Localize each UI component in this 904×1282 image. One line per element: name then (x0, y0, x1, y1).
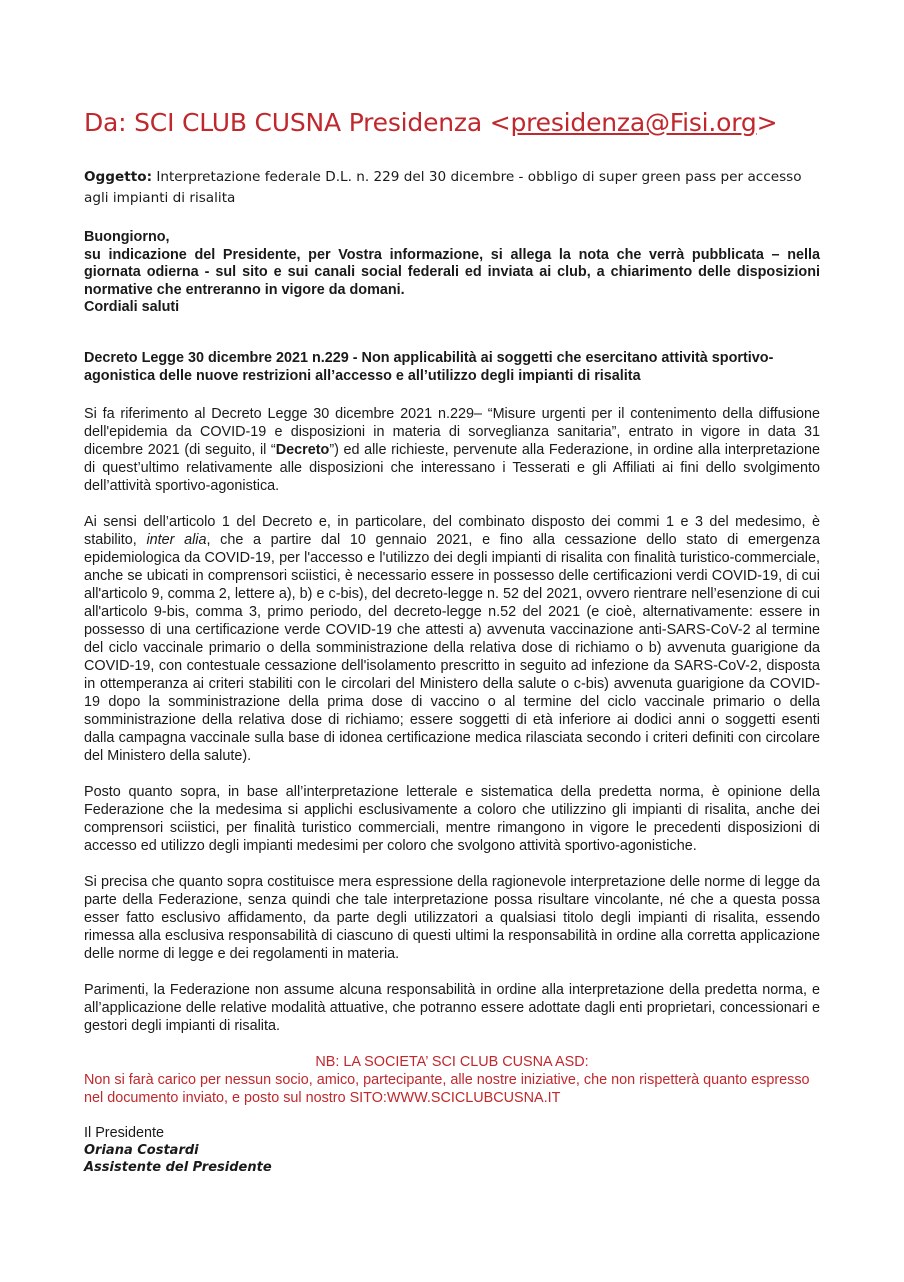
sender-suffix: > (756, 108, 778, 137)
greeting-block (84, 229, 820, 317)
signature-title: Il Presidente (84, 1124, 164, 1141)
paragraph-2-part-a: Ai sensi dell’articolo 1 del Decreto e, in particolare, del combinato disposto dei commi 1 e 3 del medesimo, è stabilito, (84, 513, 820, 548)
subject-text: Interpretazione federale D.L. n. 229 del 30 dicembre - obbligo di super green pass per accesso agli impianti di risalita (84, 169, 802, 206)
paragraph-5: Parimenti, la Federazione non assume alcuna responsabilità in ordine alla interpretazione della predetta norma, e all’applicazione delle relative modalità attuative, che potranno essere adottate dagli enti proprietari, concessionari e gestori degli impianti di risalita. (84, 981, 820, 1034)
greeting-body: su indicazione del Presidente, per Vostra informazione, si allega la nota che verrà pubblicata – nella giornata odierna - sul sito e sui canali social federali ed inviata ai club, a chiarimento delle disposizioni normative che entreranno in vigore da domani. (84, 246, 820, 298)
paragraph-2 (84, 513, 820, 765)
paragraph-1-bold: Decreto (275, 441, 330, 458)
greeting-closing: Cordiali saluti (84, 299, 180, 315)
sender-line (84, 108, 820, 137)
signature-name: Oriana Costardi (84, 1142, 199, 1158)
sender-prefix: Da: SCI CLUB CUSNA Presidenza < (84, 108, 511, 137)
nb-notice (84, 1053, 820, 1107)
paragraph-1-part-b: ”) ed alle richieste, pervenute alla Federazione, in ordine alla interpretazione di quest’ultimo relativamente alle disposizioni che interessano i Tesserati e gli Affiliati ai fini dello svolgimento dell’attività sportivo-agonistica. (84, 441, 820, 494)
signature-role: Assistente del Presidente (84, 1159, 272, 1175)
paragraph-3: Posto quanto sopra, in base all’interpretazione letterale e sistematica della predetta norma, è opinione della Federazione che la medesima si applichi esclusivamente a coloro che utilizzino gli impianti di risalita, anche dei comprensori sciistici, per finalità turistico commerciali, mentre rimangono in vigore le precedenti disposizioni di accesso ed utilizzo degli impianti medesimi per coloro che svolgono attività sportivo-agonistiche. (84, 783, 820, 854)
subject-line (84, 167, 820, 209)
paragraph-2-part-b: , che a partire dal 10 gennaio 2021, e fino alla cessazione dello stato di emergenza epidemiologica da COVID-19, per l'accesso e l'utilizzo dei degli impianti di risalita con finalità turistico-commerciale, anche se ubicati in comprensori sciistici, è necessario essere in possesso delle certificazioni verdi COVID-19, di cui all'articolo 9, comma 2, lettere a), b) e c-bis), del decreto-legge n. 52 del 2021, ovvero rientrare nell’esenzione di cui all'articolo 9-bis, comma 3, primo periodo, del decreto-legge n.52 del 2021 (e cioè, alternativamente: essere in possesso di una certificazione verde COVID-19 che attesti a) avvenuta vaccinazione anti-SARS-CoV-2 al termine del ciclo vaccinale primario o della somministrazione della relativa dose di richiamo o b) avvenuta guarigione da COVID-19, con contestuale cessazione dell'isolamento prescritto in seguito ad infezione da SARS-CoV-2, disposta in ottemperanza ai criteri stabiliti con le circolari del Ministero della salute o c-bis) avvenuta guarigione da COVID-19 dopo la somministrazione della prima dose di vaccino o al termine del ciclo vaccinale primario o della somministrazione della relativa dose di richiamo; essere soggetti di età inferiore ai dodici anni o soggetti esenti dalla campagna vaccinale sulla base di idonea certificazione medica rilasciata secondo i criteri definiti con circolare del Ministero della salute). (84, 531, 820, 764)
subject-label: Oggetto: (84, 169, 153, 185)
letter-page (84, 108, 820, 1176)
signature-block (84, 1125, 820, 1176)
decree-title: Decreto Legge 30 dicembre 2021 n.229 - Non applicabilità ai soggetti che esercitano attività sportivo-agonistica delle nuove restrizioni all’accesso e all’utilizzo degli impianti di risalita (84, 349, 774, 384)
paragraph-4: Si precisa che quanto sopra costituisce mera espressione della ragionevole interpretazione delle norme di legge da parte della Federazione, senza quindi che tale interpretazione possa risultare vincolante, né che a questa possa esser fatto esclusivo affidamento, da parte degli utilizzatori a qualsiasi titolo degli impianti di risalita, essendo rimessa alla esclusiva responsabilità di ciascuno di questi ultimi la responsabilità in ordine alla corretta applicazione delle norme di legge e dei regolamenti in materia. (84, 873, 820, 962)
sender-email-link[interactable]: presidenza@Fisi.org (510, 108, 757, 137)
paragraph-1 (84, 405, 820, 495)
greeting-hello: Buongiorno, (84, 229, 170, 245)
paragraph-2-italic: inter alia (146, 531, 207, 548)
paragraph-1-part-a: Si fa riferimento al Decreto Legge 30 dicembre 2021 n.229– “Misure urgenti per il contenimento della diffusione dell'epidemia da COVID-19 e disposizioni in materia di sorveglianza sanitaria”, entrato in vigore in data 31 dicembre 2021 (di seguito, il “ (84, 405, 820, 458)
nb-body: Non si farà carico per nessun socio, amico, partecipante, alle nostre iniziative, che non rispetterà quanto espresso nel documento inviato, e posto sul nostro SITO:WWW.SCICLUBCUSNA.IT (84, 1071, 810, 1106)
nb-title: NB: LA SOCIETA’ SCI CLUB CUSNA ASD: (315, 1053, 589, 1070)
